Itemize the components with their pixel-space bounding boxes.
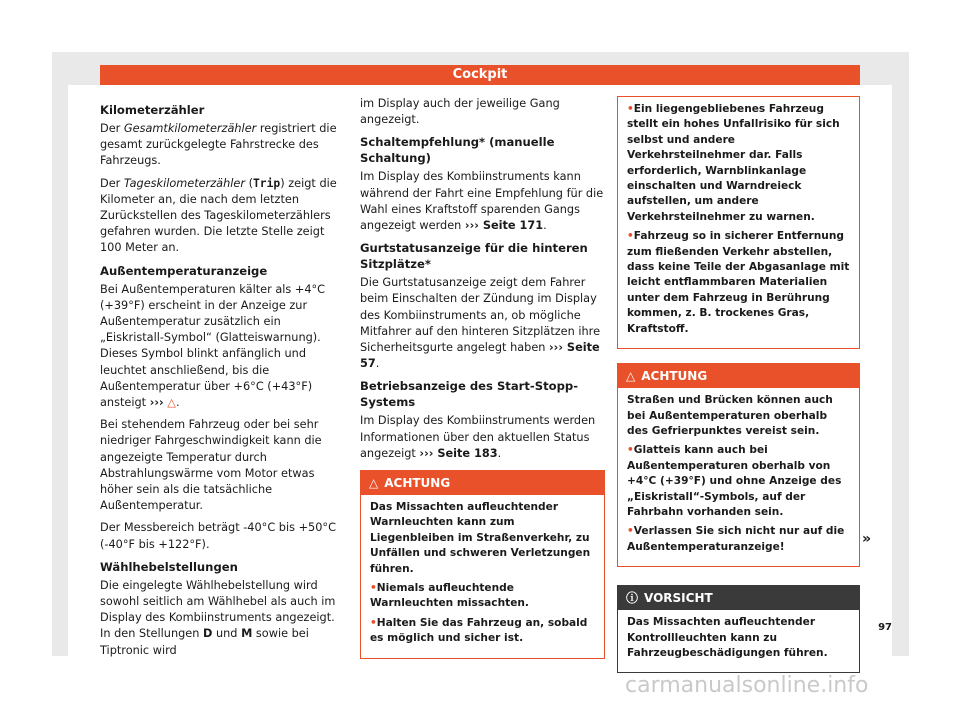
- heading-kilometerzaehler: Kilometerzähler: [100, 103, 205, 117]
- heading-aussentemperatur: Außentemperaturanzeige: [100, 263, 268, 278]
- heading-waehlhebel: Wählhebelstellungen: [100, 559, 238, 574]
- paragraph: Die eingelegte Wählhebelstellung wird sowohl seitlich am Wählhebel als auch im Display des Kombiinstruments angezeigt. In den Stellungen D und M sowie bei Tiptronic wird: [100, 578, 336, 657]
- column-right: [617, 96, 860, 673]
- warning-box-continued: [617, 96, 860, 349]
- paragraph: Der Tageskilometerzähler (Trip) zeigt die Kilometer an, die nach dem letzten Zurückstellen des Tageskilometerzählers gefahren wurden. Die letzte Stelle zeigt 100 Meter an.: [100, 176, 337, 255]
- paragraph: Im Display des Kombiinstruments kann während der Fahrt eine Empfehlung für die Wahl eines Kraftstoff sparenden Gangs angezeigt werden ››› Seite 171.: [360, 170, 604, 233]
- column-middle: [360, 96, 605, 659]
- warning-box-header: △ ACHTUNG: [361, 471, 604, 495]
- caution-box: [617, 585, 860, 673]
- warning-box-header: △ ACHTUNG: [618, 364, 859, 388]
- paragraph: Im Display des Kombiinstruments werden Informationen über den aktuellen Status angezeigt ››› Seite 183.: [360, 414, 596, 460]
- caution-box-body: Das Missachten aufleuchtender Kontrollleuchten kann zu Fahrzeugbeschädigungen führen.: [627, 616, 828, 659]
- caution-box-header: ⓘ VORSICHT: [618, 586, 859, 610]
- page-ref-link[interactable]: ››› Seite 57: [360, 341, 600, 371]
- warning-box: [617, 363, 860, 567]
- trip-code: Trip: [253, 176, 281, 190]
- warning-triangle-icon: △: [167, 396, 176, 410]
- continue-mark: »: [862, 531, 872, 547]
- paragraph: Der Messbereich beträgt -40°C bis +50°C (-40°F bis +122°F).: [100, 521, 336, 551]
- paragraph: Der Gesamtkilometerzähler registriert die gesamt zurückgelegte Fahrstrecke des Fahrzeugs.: [100, 122, 337, 168]
- page-ref-link[interactable]: ››› Seite 171: [464, 219, 544, 233]
- warning-box: [360, 470, 605, 659]
- heading-schaltempfehlung: Schaltempfehlung* (manuelle Schaltung): [360, 135, 555, 166]
- warning-triangle-icon: △: [626, 369, 636, 384]
- ref-arrows[interactable]: ›››: [149, 396, 164, 410]
- heading-start-stopp: Betriebsanzeige des Start-Stopp-Systems: [360, 379, 579, 410]
- warning-box-body: • Ein liegengebliebenes Fahrzeug stellt ein hohes Unfallrisiko für sich selbst und andere Verkehrsteilnehmer dar. Falls erforderlich, Warnblinkanlage einschalten und Warndreieck aufstellen, um andere Verkehrsteilnehmer zu warnen. • Fahrzeug so in sicherer Entfernung zum fließenden Verkehr abstellen, dass keine Teile der Abgasanlage mit leicht entflammbaren Materialien unter dem Fahrzeug in Berührung kommen, z. B. trockenes Gras, Kraftstoff.: [618, 97, 859, 348]
- page-ref-link[interactable]: ››› Seite 183: [419, 446, 498, 460]
- paragraph: im Display auch der jeweilige Gang angezeigt.: [360, 97, 560, 127]
- warning-box-body: Straßen und Brücken können auch bei Außentemperaturen oberhalb des Gefrierpunktes vereist sein. • Glatteis kann auch bei Außentemperaturen oberhalb von +4°C (+39°F) und ohne Anzeige des „Eiskristall“-Symbols, auf der Fahrbahn vorhanden sein. • Verlassen Sie sich nicht nur auf die Außentemperaturanzeige!: [618, 388, 859, 566]
- page-number: 97: [878, 622, 892, 633]
- heading-gurtstatus: Gurtstatusanzeige für die hinteren Sitzplätze*: [360, 241, 588, 272]
- warning-triangle-icon: △: [369, 476, 379, 491]
- paragraph: Bei stehendem Fahrzeug oder bei sehr niedriger Fahrgeschwindigkeit kann die angezeigte Temperatur durch Abstrahlungswärme vom Motor etwas höher sein als die tatsächliche Außentemperatur.: [100, 418, 322, 513]
- warning-box-body: Das Missachten aufleuchtender Warnleuchten kann zum Liegenbleiben im Straßenverkehr, zu Unfällen und schweren Verletzungen führen. • Niemals aufleuchtende Warnleuchten missachten. • Halten Sie das Fahrzeug an, sobald es möglich und sicher ist.: [361, 495, 604, 658]
- page-title: Cockpit: [100, 65, 860, 85]
- info-circle-icon: ⓘ: [626, 591, 639, 606]
- paragraph: Die Gurtstatusanzeige zeigt dem Fahrer beim Einschalten der Zündung im Display des Kombiinstruments an, ob mögliche Mitfahrer auf den hinteren Sitzplätzen ihre Sicherheitsgurte angelegt haben ››› Seite 57.: [360, 276, 601, 371]
- column-left: [100, 96, 345, 665]
- watermark: carmanualsonline.info: [625, 673, 869, 698]
- paragraph: Bei Außentemperaturen kälter als +4°C (+39°F) erscheint in der Anzeige zur Außentemperatur zusätzlich ein „Eiskristall-Symbol“ (Glatteiswarnung). Dieses Symbol blinkt anfänglich und leuchtet anschließend, bis die Außentemperatur über +6°C (+43°F) ansteigt ››› △.: [100, 282, 326, 410]
